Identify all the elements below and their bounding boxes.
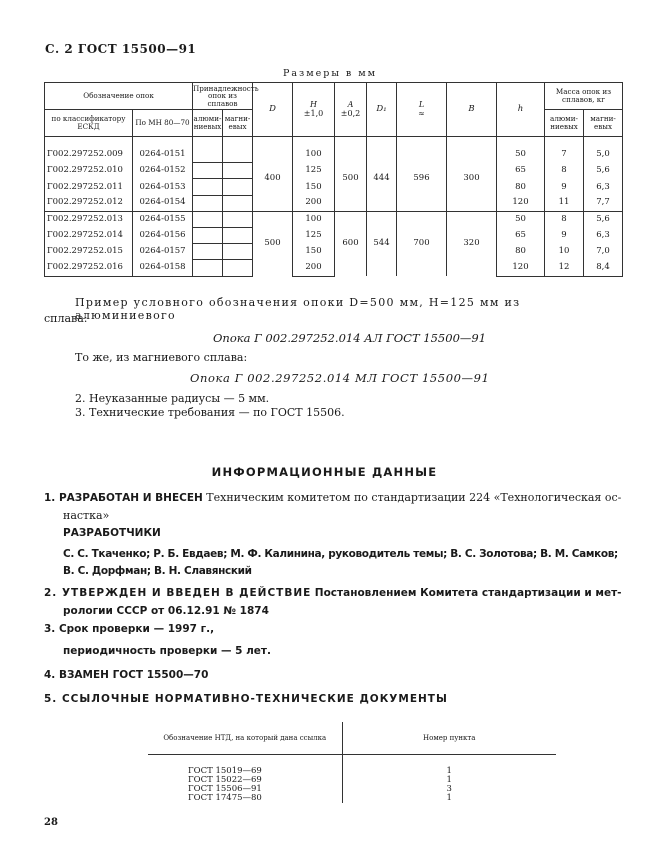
table-row: Г002.297252.011 0264-0153 150 80 9 6,3 (45, 179, 623, 195)
col-classifier: по классификатору ЕСКД (45, 110, 133, 137)
developers-list: С. С. Ткаченко; Р. Б. Евдаев; М. Ф. Калинина, руководитель темы; В. С. Золотова; В. М. Самков; В. С. Дорфман; В. Н. Славянский (63, 548, 618, 577)
col-mass-al: алюми-ниевых (545, 110, 584, 137)
dimensions-caption: Размеры в мм (283, 68, 378, 79)
col-D1: D₁ (367, 83, 397, 137)
info-item-3: 3. Срок проверки — 1997 г., (44, 623, 215, 635)
table-row: Г002.297252.014 0264-0156 125 65 9 6,3 (45, 227, 623, 243)
col-designation: Обозначение опок (45, 83, 193, 110)
info-item-5: 5. ССЫЛОЧНЫЕ НОРМАТИВНО-ТЕХНИЧЕСКИЕ ДОКУМЕНТЫ (44, 693, 448, 705)
references-table (148, 722, 556, 803)
col-B: B (447, 83, 497, 137)
example-intro-cont: сплава: (44, 312, 88, 325)
table-row: Г002.297252.013 0264-0155 500 100 600 544 700 320 50 8 5,6 (45, 211, 623, 227)
page-number: 28 (44, 817, 58, 828)
col-magnesium: магни-евых (223, 110, 253, 137)
developers-heading: РАЗРАБОТЧИКИ (63, 527, 161, 539)
table-row: ГОСТ 15019—69 1 (148, 755, 556, 777)
col-mass-mg: магни-евых (584, 110, 623, 137)
same-magnesium: То же, из магниевого сплава: (75, 351, 248, 364)
page-header: С. 2 ГОСТ 15500—91 (45, 42, 197, 56)
table-row: ГОСТ 15506—91 3 (148, 785, 556, 794)
col-L: L ≈ (397, 83, 447, 137)
table-row: Г002.297252.010 0264-0152 125 65 8 5,6 (45, 163, 623, 179)
note-radii: 2. Неуказанные радиусы — 5 мм. (75, 392, 270, 405)
table-row: ГОСТ 15022—69 1 (148, 776, 556, 785)
ref-col-item: Номер пункта (342, 722, 556, 755)
table-row: Г002.297252.016 0264-0158 200 120 12 8,4 (45, 260, 623, 276)
info-item-4: 4. ВЗАМЕН ГОСТ 15500—70 (44, 669, 209, 681)
info-item-2: 2. УТВЕРЖДЕН И ВВЕДЕН В ДЕЙСТВИЕ Постановлением Комитета стандартизации и мет- рологии СССР от 06.12.91 № 1874 (44, 587, 622, 617)
info-item-3-period: периодичность проверки — 5 лет. (63, 645, 271, 657)
col-aluminum: алюми-ниевых (193, 110, 223, 137)
designation-aluminum: Опока Г 002.297252.014 АЛ ГОСТ 15500—91 (213, 331, 487, 345)
table-row: Г002.297252.009 0264-0151 400 100 500 444 596 300 50 7 5,0 (45, 147, 623, 163)
col-h: h (497, 83, 545, 137)
table-row: ГОСТ 17475—80 1 (148, 794, 556, 803)
info-section-title: ИНФОРМАЦИОННЫЕ ДАННЫЕ (211, 465, 438, 479)
col-H: H ±1,0 (293, 83, 335, 137)
table-row: Г002.297252.015 0264-0157 150 80 10 7,0 (45, 244, 623, 260)
table-row: Г002.297252.012 0264-0154 200 120 11 7,7 (45, 195, 623, 211)
example-intro: Пример условного обозначения опоки D=500 мм, H=125 мм из алюминиевого (75, 296, 521, 322)
col-A: A ±0,2 (335, 83, 367, 137)
col-mn: По МН 80—70 (133, 110, 193, 137)
ref-col-doc: Обозначение НТД, на который дана ссылка (148, 722, 342, 755)
col-D: D (253, 83, 293, 137)
opoka-spec-table (44, 82, 623, 277)
col-mass: Масса опок из сплавов, кг (545, 83, 623, 110)
col-belonging: Принадлежность опок из сплавов (193, 83, 259, 108)
note-tech-req: 3. Технические требования — по ГОСТ 15506. (75, 406, 345, 419)
info-item-1: 1. РАЗРАБОТАН И ВНЕСЕН Техническим комитетом по стандартизации 224 «Технологическая ос- настка» (44, 491, 622, 522)
designation-magnesium: Опока Г 002.297252.014 МЛ ГОСТ 15500—91 (190, 371, 490, 385)
